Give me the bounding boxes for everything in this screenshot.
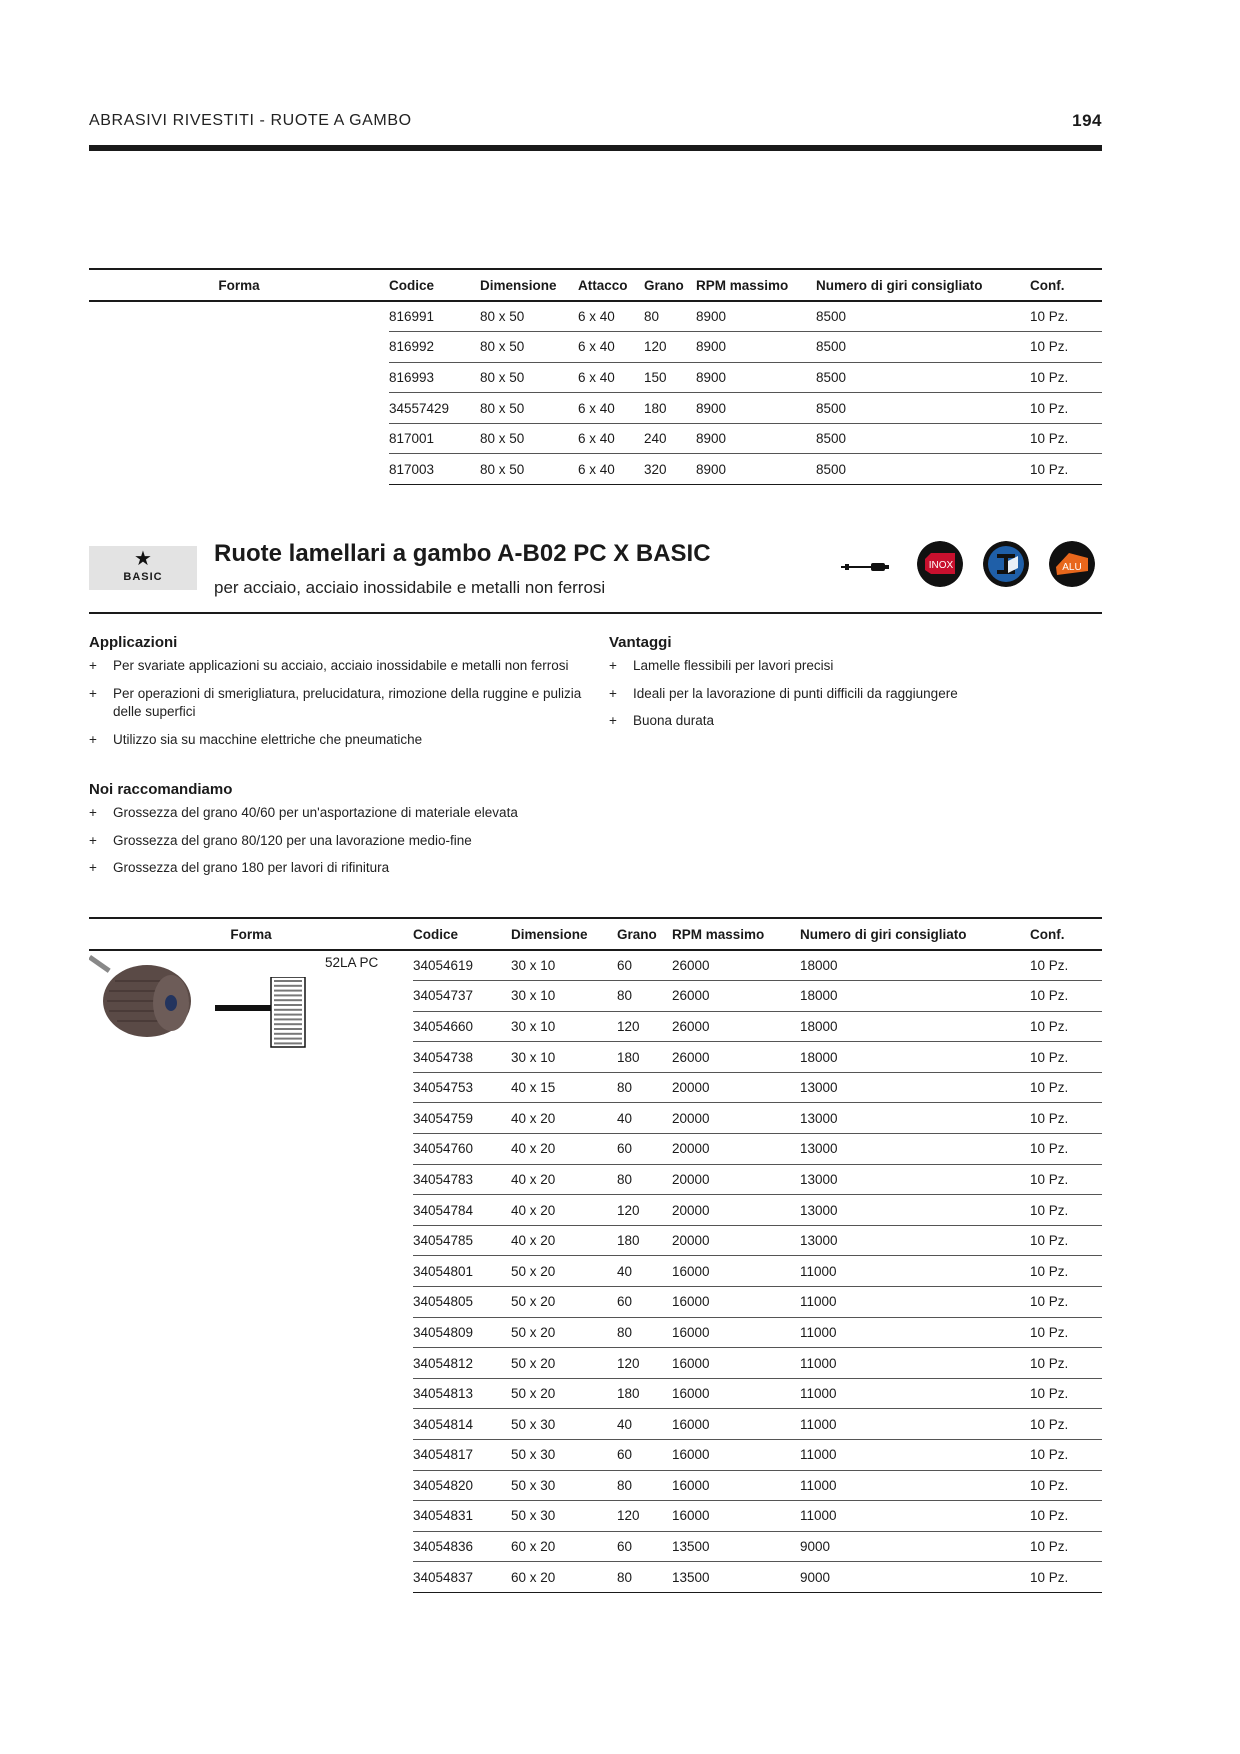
list-item-text: Utilizzo sia su macchine elettriche che pneumatiche bbox=[113, 731, 423, 747]
codice-cell: 34054813 bbox=[413, 1378, 511, 1409]
conf-cell: 10 Pz. bbox=[1030, 393, 1102, 424]
header-rule bbox=[89, 145, 1102, 151]
grano-cell: 120 bbox=[644, 332, 696, 363]
conf-cell: 10 Pz. bbox=[1030, 1470, 1102, 1501]
dimensione-cell: 50 x 20 bbox=[511, 1256, 617, 1287]
codice-cell: 34054831 bbox=[413, 1501, 511, 1532]
codice-cell: 34054783 bbox=[413, 1164, 511, 1195]
dimensione-cell: 40 x 20 bbox=[511, 1164, 617, 1195]
giri-cell: 18000 bbox=[800, 981, 1030, 1012]
list-item bbox=[89, 832, 584, 851]
list-item-text: Grossezza del grano 40/60 per un'asportazione di materiale elevata bbox=[113, 805, 518, 820]
giri-cell: 13000 bbox=[800, 1072, 1030, 1103]
grano-cell: 40 bbox=[617, 1256, 672, 1287]
dimensione-cell: 40 x 20 bbox=[511, 1103, 617, 1134]
list-item-text: Per svariate applicazioni su acciaio, acciaio inossidabile e metalli non ferrosi bbox=[113, 658, 569, 673]
grano-cell: 180 bbox=[617, 1225, 672, 1256]
codice-cell: 816992 bbox=[389, 332, 480, 363]
dimensione-cell: 50 x 20 bbox=[511, 1287, 617, 1318]
grano-cell: 120 bbox=[617, 1195, 672, 1226]
icon-strip bbox=[841, 540, 1102, 592]
grano-cell: 180 bbox=[644, 393, 696, 424]
codice-cell: 34054753 bbox=[413, 1072, 511, 1103]
rpm-cell: 8900 bbox=[696, 301, 816, 332]
conf-cell: 10 Pz. bbox=[1030, 1317, 1102, 1348]
dimensione-cell: 80 x 50 bbox=[480, 362, 578, 393]
giri-cell: 13000 bbox=[800, 1164, 1030, 1195]
dimensione-cell: 80 x 50 bbox=[480, 301, 578, 332]
giri-cell: 11000 bbox=[800, 1317, 1030, 1348]
dimensione-cell: 60 x 20 bbox=[511, 1531, 617, 1562]
giri-cell: 8500 bbox=[816, 301, 1030, 332]
col-forma: Forma bbox=[89, 918, 413, 950]
giri-cell: 9000 bbox=[800, 1531, 1030, 1562]
attacco-cell: 6 x 40 bbox=[578, 362, 644, 393]
plus-icon: + bbox=[609, 685, 617, 701]
conf-cell: 10 Pz. bbox=[1030, 1256, 1102, 1287]
shape-label: 52LA PC bbox=[325, 955, 379, 970]
col-dimensione: Dimensione bbox=[511, 918, 617, 950]
col-codice: Codice bbox=[389, 269, 480, 301]
conf-cell: 10 Pz. bbox=[1030, 1531, 1102, 1562]
conf-cell: 10 Pz. bbox=[1030, 1225, 1102, 1256]
codice-cell: 34054759 bbox=[413, 1103, 511, 1134]
page-header bbox=[89, 112, 1102, 152]
col-dimensione: Dimensione bbox=[480, 269, 578, 301]
giri-cell: 11000 bbox=[800, 1256, 1030, 1287]
grano-cell: 150 bbox=[644, 362, 696, 393]
rpm-cell: 20000 bbox=[672, 1134, 800, 1165]
star-icon: ★ bbox=[134, 548, 152, 570]
grano-cell: 80 bbox=[617, 981, 672, 1012]
codice-cell: 34054820 bbox=[413, 1470, 511, 1501]
conf-cell: 10 Pz. bbox=[1030, 1164, 1102, 1195]
plus-icon: + bbox=[89, 731, 97, 747]
applicazioni-list bbox=[89, 657, 584, 749]
raccomandiamo-list bbox=[89, 804, 584, 878]
grano-cell: 80 bbox=[617, 1317, 672, 1348]
plus-icon: + bbox=[609, 713, 617, 728]
grano-cell: 80 bbox=[617, 1164, 672, 1195]
grano-cell: 240 bbox=[644, 423, 696, 454]
giri-cell: 8500 bbox=[816, 423, 1030, 454]
grano-cell: 60 bbox=[617, 1134, 672, 1165]
section-title: ABRASIVI RIVESTITI - RUOTE A GAMBO bbox=[89, 112, 412, 129]
plus-icon: + bbox=[609, 658, 617, 673]
plus-icon: + bbox=[89, 860, 97, 875]
giri-cell: 11000 bbox=[800, 1470, 1030, 1501]
conf-cell: 10 Pz. bbox=[1030, 423, 1102, 454]
dimensione-cell: 30 x 10 bbox=[511, 1011, 617, 1042]
grano-cell: 60 bbox=[617, 950, 672, 981]
col-codice: Codice bbox=[413, 918, 511, 950]
codice-cell: 34557429 bbox=[389, 393, 480, 424]
list-item bbox=[89, 731, 584, 750]
list-item bbox=[89, 685, 584, 722]
forma-cell bbox=[89, 950, 413, 1592]
dimensione-cell: 30 x 10 bbox=[511, 981, 617, 1012]
grano-cell: 40 bbox=[617, 1409, 672, 1440]
giri-cell: 13000 bbox=[800, 1134, 1030, 1165]
col-rpm-massimo: RPM massimo bbox=[672, 918, 800, 950]
codice-cell: 34054814 bbox=[413, 1409, 511, 1440]
conf-cell: 10 Pz. bbox=[1030, 1378, 1102, 1409]
list-item bbox=[89, 804, 584, 823]
raccomandiamo-column bbox=[89, 781, 584, 887]
rpm-cell: 26000 bbox=[672, 1011, 800, 1042]
rpm-cell: 16000 bbox=[672, 1409, 800, 1440]
col-conf: Conf. bbox=[1030, 269, 1102, 301]
col-conf: Conf. bbox=[1030, 918, 1102, 950]
rpm-cell: 16000 bbox=[672, 1501, 800, 1532]
table-body bbox=[89, 950, 1102, 1592]
giri-cell: 18000 bbox=[800, 950, 1030, 981]
rpm-cell: 16000 bbox=[672, 1287, 800, 1318]
giri-cell: 8500 bbox=[816, 362, 1030, 393]
inox-label: INOX bbox=[928, 560, 954, 571]
dimensione-cell: 60 x 20 bbox=[511, 1562, 617, 1593]
dimensione-cell: 80 x 50 bbox=[480, 393, 578, 424]
dimensione-cell: 30 x 10 bbox=[511, 950, 617, 981]
product-image-area bbox=[89, 951, 413, 1051]
giri-cell: 11000 bbox=[800, 1440, 1030, 1471]
badge-label: BASIC bbox=[123, 571, 163, 583]
conf-cell: 10 Pz. bbox=[1030, 1134, 1102, 1165]
giri-cell: 8500 bbox=[816, 393, 1030, 424]
rpm-cell: 26000 bbox=[672, 981, 800, 1012]
rpm-cell: 20000 bbox=[672, 1225, 800, 1256]
rpm-cell: 8900 bbox=[696, 393, 816, 424]
codice-cell: 817001 bbox=[389, 423, 480, 454]
rpm-cell: 13500 bbox=[672, 1531, 800, 1562]
product-title: Ruote lamellari a gambo A-B02 PC X BASIC bbox=[214, 540, 711, 567]
plus-icon: + bbox=[89, 832, 97, 848]
basic-badge bbox=[89, 546, 197, 590]
giri-cell: 13000 bbox=[800, 1103, 1030, 1134]
codice-cell: 816991 bbox=[389, 301, 480, 332]
table-row bbox=[89, 301, 1102, 332]
rpm-cell: 16000 bbox=[672, 1440, 800, 1471]
rpm-cell: 8900 bbox=[696, 332, 816, 363]
rpm-cell: 20000 bbox=[672, 1072, 800, 1103]
product-table-2 bbox=[89, 917, 1102, 1593]
dimensione-cell: 50 x 20 bbox=[511, 1378, 617, 1409]
dimensione-cell: 80 x 50 bbox=[480, 454, 578, 485]
rpm-cell: 16000 bbox=[672, 1256, 800, 1287]
codice-cell: 34054801 bbox=[413, 1256, 511, 1287]
codice-cell: 34054785 bbox=[413, 1225, 511, 1256]
conf-cell: 10 Pz. bbox=[1030, 454, 1102, 485]
rpm-cell: 8900 bbox=[696, 362, 816, 393]
rpm-cell: 16000 bbox=[672, 1317, 800, 1348]
grano-cell: 80 bbox=[617, 1470, 672, 1501]
grano-cell: 60 bbox=[617, 1531, 672, 1562]
conf-cell: 10 Pz. bbox=[1030, 1011, 1102, 1042]
table-body bbox=[89, 301, 1102, 485]
grano-cell: 80 bbox=[617, 1562, 672, 1593]
col-giri-consigliato: Numero di giri consigliato bbox=[800, 918, 1030, 950]
vantaggi-heading: Vantaggi bbox=[609, 634, 672, 651]
rpm-cell: 26000 bbox=[672, 950, 800, 981]
flap-wheel-icon bbox=[89, 951, 201, 1041]
table-header-row bbox=[89, 918, 1102, 950]
list-item bbox=[609, 657, 1102, 676]
giri-cell: 9000 bbox=[800, 1562, 1030, 1593]
codice-cell: 34054836 bbox=[413, 1531, 511, 1562]
codice-cell: 34054817 bbox=[413, 1440, 511, 1471]
codice-cell: 34054784 bbox=[413, 1195, 511, 1226]
rpm-cell: 26000 bbox=[672, 1042, 800, 1073]
conf-cell: 10 Pz. bbox=[1030, 1195, 1102, 1226]
giri-cell: 11000 bbox=[800, 1378, 1030, 1409]
attacco-cell: 6 x 40 bbox=[578, 332, 644, 363]
shank-tool-icon bbox=[841, 560, 889, 574]
dimensione-cell: 40 x 20 bbox=[511, 1134, 617, 1165]
inox-icon bbox=[917, 541, 963, 587]
grano-cell: 180 bbox=[617, 1378, 672, 1409]
vantaggi-list bbox=[609, 657, 1102, 731]
grano-cell: 60 bbox=[617, 1440, 672, 1471]
grano-cell: 120 bbox=[617, 1011, 672, 1042]
page-number: 194 bbox=[1072, 111, 1102, 130]
conf-cell: 10 Pz. bbox=[1030, 1501, 1102, 1532]
col-grano: Grano bbox=[644, 269, 696, 301]
product-table-1 bbox=[89, 268, 1102, 485]
attacco-cell: 6 x 40 bbox=[578, 423, 644, 454]
conf-cell: 10 Pz. bbox=[1030, 301, 1102, 332]
grano-cell: 60 bbox=[617, 1287, 672, 1318]
grano-cell: 180 bbox=[617, 1042, 672, 1073]
dimensione-cell: 40 x 20 bbox=[511, 1225, 617, 1256]
forma-cell bbox=[89, 301, 389, 485]
giri-cell: 13000 bbox=[800, 1225, 1030, 1256]
rpm-cell: 16000 bbox=[672, 1470, 800, 1501]
table-row bbox=[89, 950, 1102, 981]
giri-cell: 11000 bbox=[800, 1501, 1030, 1532]
grano-cell: 320 bbox=[644, 454, 696, 485]
rpm-cell: 20000 bbox=[672, 1164, 800, 1195]
alu-icon bbox=[1049, 541, 1095, 587]
dimensione-cell: 50 x 30 bbox=[511, 1409, 617, 1440]
dimensione-cell: 50 x 30 bbox=[511, 1440, 617, 1471]
col-giri-consigliato: Numero di giri consigliato bbox=[816, 269, 1030, 301]
dimensione-cell: 40 x 15 bbox=[511, 1072, 617, 1103]
conf-cell: 10 Pz. bbox=[1030, 1562, 1102, 1593]
rpm-cell: 8900 bbox=[696, 423, 816, 454]
list-item-text: Grossezza del grano 180 per lavori di rifinitura bbox=[113, 860, 390, 875]
conf-cell: 10 Pz. bbox=[1030, 1103, 1102, 1134]
dimensione-cell: 50 x 30 bbox=[511, 1501, 617, 1532]
plus-icon: + bbox=[89, 658, 97, 673]
plus-icon: + bbox=[89, 685, 97, 701]
table-header-row bbox=[89, 269, 1102, 301]
attacco-cell: 6 x 40 bbox=[578, 454, 644, 485]
grano-cell: 80 bbox=[617, 1072, 672, 1103]
attacco-cell: 6 x 40 bbox=[578, 393, 644, 424]
conf-cell: 10 Pz. bbox=[1030, 1042, 1102, 1073]
product-heading bbox=[89, 540, 1102, 618]
product-subtitle: per acciaio, acciaio inossidabile e metalli non ferrosi bbox=[214, 578, 606, 597]
giri-cell: 8500 bbox=[816, 454, 1030, 485]
applicazioni-heading: Applicazioni bbox=[89, 634, 178, 651]
giri-cell: 18000 bbox=[800, 1011, 1030, 1042]
dimensione-cell: 50 x 20 bbox=[511, 1348, 617, 1379]
dimensione-cell: 40 x 20 bbox=[511, 1195, 617, 1226]
dimensione-cell: 50 x 30 bbox=[511, 1470, 617, 1501]
steel-icon bbox=[983, 541, 1029, 587]
conf-cell: 10 Pz. bbox=[1030, 981, 1102, 1012]
conf-cell: 10 Pz. bbox=[1030, 950, 1102, 981]
grano-cell: 120 bbox=[617, 1501, 672, 1532]
codice-cell: 34054809 bbox=[413, 1317, 511, 1348]
rpm-cell: 16000 bbox=[672, 1348, 800, 1379]
col-grano: Grano bbox=[617, 918, 672, 950]
codice-cell: 34054812 bbox=[413, 1348, 511, 1379]
conf-cell: 10 Pz. bbox=[1030, 1072, 1102, 1103]
rpm-cell: 20000 bbox=[672, 1195, 800, 1226]
list-item bbox=[89, 657, 584, 676]
plus-icon: + bbox=[89, 805, 97, 820]
grano-cell: 40 bbox=[617, 1103, 672, 1134]
conf-cell: 10 Pz. bbox=[1030, 1440, 1102, 1471]
list-item-text: Lamelle flessibili per lavori precisi bbox=[633, 658, 834, 673]
rpm-cell: 8900 bbox=[696, 454, 816, 485]
rpm-cell: 16000 bbox=[672, 1378, 800, 1409]
codice-cell: 34054738 bbox=[413, 1042, 511, 1073]
col-rpm-massimo: RPM massimo bbox=[696, 269, 816, 301]
col-attacco: Attacco bbox=[578, 269, 644, 301]
conf-cell: 10 Pz. bbox=[1030, 1287, 1102, 1318]
applicazioni-column bbox=[89, 634, 584, 758]
conf-cell: 10 Pz. bbox=[1030, 362, 1102, 393]
dimensione-cell: 30 x 10 bbox=[511, 1042, 617, 1073]
grano-cell: 80 bbox=[644, 301, 696, 332]
list-item-text: Grossezza del grano 80/120 per una lavorazione medio-fine bbox=[113, 832, 472, 848]
dimensione-cell: 80 x 50 bbox=[480, 332, 578, 363]
list-item-text: Buona durata bbox=[633, 713, 715, 728]
giri-cell: 11000 bbox=[800, 1348, 1030, 1379]
col-forma: Forma bbox=[89, 269, 389, 301]
alu-label: ALU bbox=[1062, 562, 1082, 573]
codice-cell: 34054805 bbox=[413, 1287, 511, 1318]
giri-cell: 8500 bbox=[816, 332, 1030, 363]
vantaggi-column bbox=[609, 634, 1102, 740]
giri-cell: 11000 bbox=[800, 1409, 1030, 1440]
codice-cell: 816993 bbox=[389, 362, 480, 393]
list-item bbox=[609, 685, 1102, 704]
list-item bbox=[609, 712, 1102, 731]
dimensione-cell: 80 x 50 bbox=[480, 423, 578, 454]
attacco-cell: 6 x 40 bbox=[578, 301, 644, 332]
grano-cell: 120 bbox=[617, 1348, 672, 1379]
codice-cell: 34054837 bbox=[413, 1562, 511, 1593]
product-rule bbox=[89, 612, 1102, 614]
raccomandiamo-heading: Noi raccomandiamo bbox=[89, 781, 233, 798]
giri-cell: 13000 bbox=[800, 1195, 1030, 1226]
rpm-cell: 13500 bbox=[672, 1562, 800, 1593]
list-item-text: Per operazioni di smerigliatura, prelucidatura, rimozione della ruggine e pulizia delle superfici bbox=[113, 685, 582, 719]
codice-cell: 34054737 bbox=[413, 981, 511, 1012]
shape-diagram-icon bbox=[215, 977, 315, 1049]
giri-cell: 11000 bbox=[800, 1287, 1030, 1318]
codice-cell: 817003 bbox=[389, 454, 480, 485]
list-item bbox=[89, 859, 584, 878]
codice-cell: 34054619 bbox=[413, 950, 511, 981]
rpm-cell: 20000 bbox=[672, 1103, 800, 1134]
conf-cell: 10 Pz. bbox=[1030, 1348, 1102, 1379]
conf-cell: 10 Pz. bbox=[1030, 1409, 1102, 1440]
list-item-text: Ideali per la lavorazione di punti difficili da raggiungere bbox=[633, 685, 958, 701]
codice-cell: 34054660 bbox=[413, 1011, 511, 1042]
codice-cell: 34054760 bbox=[413, 1134, 511, 1165]
conf-cell: 10 Pz. bbox=[1030, 332, 1102, 363]
giri-cell: 18000 bbox=[800, 1042, 1030, 1073]
dimensione-cell: 50 x 20 bbox=[511, 1317, 617, 1348]
